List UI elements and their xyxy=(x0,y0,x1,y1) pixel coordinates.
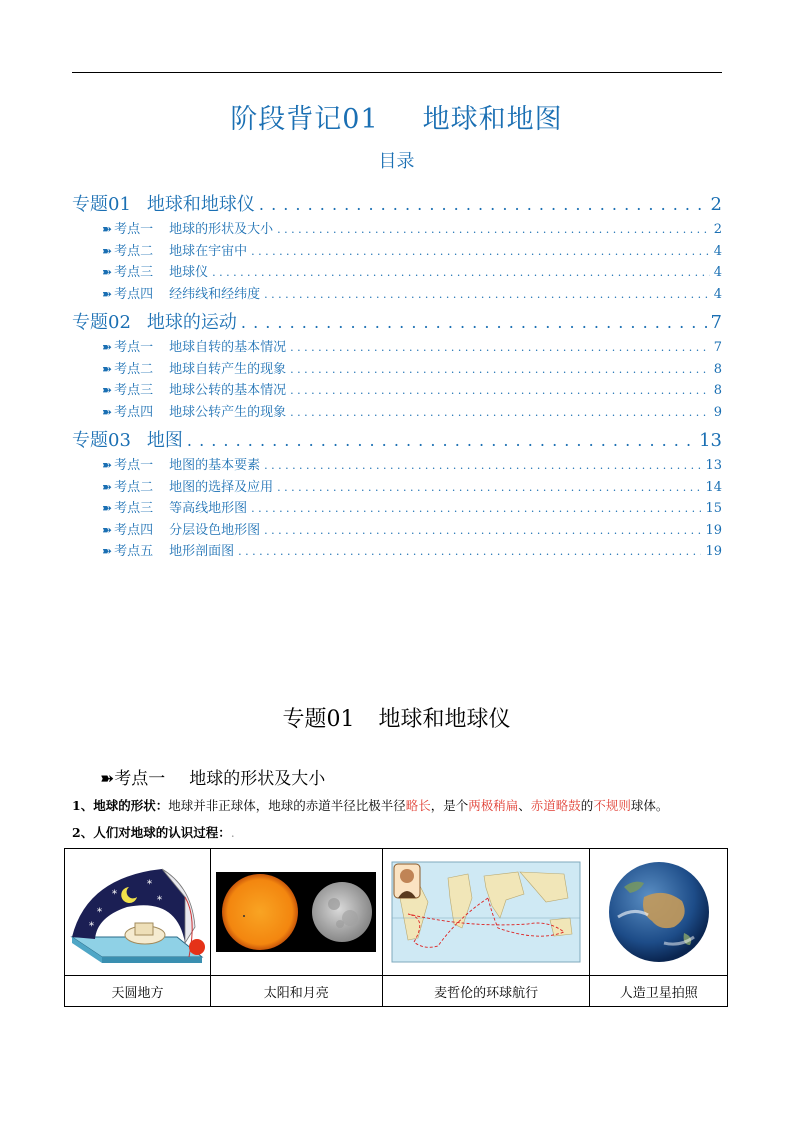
svg-text:*: * xyxy=(157,895,163,906)
caption-text: 太阳和月亮 xyxy=(263,985,329,1001)
paragraph-earth-shape xyxy=(72,796,668,814)
toc-item-num: 考点五 xyxy=(114,544,154,559)
kp-title: 地球的形状及大小 xyxy=(189,769,326,789)
toc-item-num: 考点一 xyxy=(114,340,154,355)
toc-item-num: 考点三 xyxy=(114,383,154,398)
toc-section-2[interactable] xyxy=(72,308,722,333)
toc-leader-dots xyxy=(277,223,710,236)
svg-text:*: * xyxy=(147,879,153,890)
toc-page-number: 2 xyxy=(710,194,722,215)
para-text: 的 xyxy=(580,798,594,813)
toc-item-label: 地球公转产生的现象 xyxy=(169,404,287,420)
image-cell xyxy=(210,849,382,976)
toc-item-label: 等高线地形图 xyxy=(169,501,248,516)
toc-page-number: 2 xyxy=(713,222,722,237)
para-text: 球体。 xyxy=(630,798,669,813)
toc-item-label: 地图的基本要素 xyxy=(169,458,261,473)
toc-item[interactable] xyxy=(72,283,722,305)
document-title-part1: 阶段背记01 xyxy=(230,104,379,135)
toc-item-num: 考点三 xyxy=(114,265,154,280)
image-cell xyxy=(590,849,728,976)
voyage-map-illustration xyxy=(388,858,584,966)
toc-item[interactable] xyxy=(72,240,722,262)
toc-item[interactable] xyxy=(72,497,722,519)
image-table xyxy=(64,848,728,1007)
toc-section-label: 地球和地球仪 xyxy=(146,194,255,215)
toc-page-number: 19 xyxy=(705,522,722,538)
toc-item-label: 地球自转产生的现象 xyxy=(169,361,287,377)
arrow-icon: ➽ xyxy=(102,340,113,354)
arrow-icon: ➽ xyxy=(102,544,113,558)
arrow-icon: ➽ xyxy=(102,286,113,301)
toc-page-number: 19 xyxy=(705,544,722,559)
toc-item[interactable] xyxy=(72,379,722,401)
toc-section-3[interactable] xyxy=(72,426,722,451)
toc-leader-dots xyxy=(290,363,710,376)
toc-leader-dots xyxy=(251,245,710,258)
toc-item[interactable] xyxy=(72,454,722,476)
image-caption xyxy=(65,976,211,1007)
toc-item[interactable] xyxy=(72,261,722,283)
toc-item-label: 分层设色地形图 xyxy=(169,522,261,538)
table-of-contents xyxy=(72,186,722,562)
toc-item-label: 地球自转的基本情况 xyxy=(169,340,287,355)
arrow-icon: ➽ xyxy=(102,361,113,376)
toc-leader-dots xyxy=(238,545,701,558)
arrow-icon: ➽ xyxy=(102,265,113,279)
image-caption xyxy=(210,976,382,1007)
sun-moon-illustration xyxy=(216,872,376,952)
paragraph-cognition-process xyxy=(72,823,235,841)
knowledge-point-heading xyxy=(100,764,325,789)
toc-item-label: 经纬线和经纬度 xyxy=(169,286,261,302)
toc-section-num: 专题01 xyxy=(72,194,131,215)
toc-page-number: 9 xyxy=(713,404,722,420)
toc-item[interactable] xyxy=(72,336,722,358)
highlight-text: 不规则 xyxy=(593,798,631,813)
toc-page-number: 4 xyxy=(713,286,722,302)
arrow-icon: ➽ xyxy=(102,404,113,419)
toc-page-number: 13 xyxy=(705,458,722,473)
toc-leader-dots xyxy=(290,406,710,419)
para-text: ，是个 xyxy=(430,798,469,813)
section-title xyxy=(0,702,793,733)
toc-leader-dots xyxy=(212,266,710,279)
toc-item-num: 考点二 xyxy=(114,361,154,377)
header-rule xyxy=(72,72,722,73)
toc-leader-dots xyxy=(264,459,701,472)
toc-item-num: 考点三 xyxy=(114,501,154,516)
toc-leader-dots xyxy=(264,288,710,301)
toc-page-number: 13 xyxy=(699,430,722,451)
toc-leader-dots xyxy=(251,502,701,515)
toc-item-num: 考点四 xyxy=(114,522,154,538)
arrow-icon: ➽ xyxy=(102,501,113,515)
highlight-text: 略长 xyxy=(405,798,431,813)
arrow-icon: ➽ xyxy=(102,522,113,537)
image-caption xyxy=(382,976,590,1007)
para-text: 地球并非正球体，地球的赤道半径比极半径 xyxy=(168,798,406,813)
toc-item-label: 地球的形状及大小 xyxy=(169,222,274,237)
toc-item-label: 地形剖面图 xyxy=(169,544,235,559)
earth-satellite-illustration xyxy=(604,857,714,967)
toc-item-label: 地球在宇宙中 xyxy=(169,243,248,259)
toc-section-num: 专题03 xyxy=(72,430,131,451)
toc-leader-dots xyxy=(277,481,701,494)
toc-page-number: 4 xyxy=(713,243,722,259)
para-text: 、 xyxy=(518,798,531,813)
toc-leader-dots xyxy=(290,384,710,397)
toc-section-label: 地球的运动 xyxy=(146,312,237,333)
toc-page-number: 14 xyxy=(705,479,722,495)
toc-section-1[interactable] xyxy=(72,190,722,215)
toc-page-number: 8 xyxy=(713,361,722,377)
para-text: . xyxy=(230,825,235,840)
toc-heading: 目录 xyxy=(378,151,415,172)
highlight-text: 两极稍扁 xyxy=(468,798,519,813)
sky-dome-illustration xyxy=(67,857,207,967)
toc-section-label: 地图 xyxy=(146,430,183,451)
toc-page-number: 8 xyxy=(713,383,722,398)
document-title-part2: 地球和地图 xyxy=(422,104,563,135)
arrow-icon: ➽ xyxy=(102,383,113,397)
toc-page-number: 7 xyxy=(710,312,722,333)
image-cell xyxy=(382,849,590,976)
toc-item[interactable] xyxy=(72,540,722,562)
svg-text:*: * xyxy=(112,889,118,900)
image-cell xyxy=(65,849,211,976)
toc-item-num: 考点四 xyxy=(114,404,154,420)
toc-leader-dots xyxy=(259,195,707,214)
svg-text:*: * xyxy=(89,921,95,932)
section-title-text: 地球和地球仪 xyxy=(378,707,511,732)
toc-page-number: 7 xyxy=(713,340,722,355)
para-lead: 2、人们对地球的认识过程： xyxy=(72,825,231,840)
highlight-text: 赤道略鼓 xyxy=(530,798,581,813)
toc-item-num: 考点四 xyxy=(114,286,154,302)
toc-item[interactable] xyxy=(72,519,722,541)
toc-item[interactable] xyxy=(72,476,722,498)
toc-item-num: 考点一 xyxy=(114,222,154,237)
arrow-icon: ➽ xyxy=(102,458,113,472)
toc-leader-dots xyxy=(241,313,707,332)
caption-text: 天圆地方 xyxy=(111,985,164,1001)
toc-item[interactable] xyxy=(72,218,722,240)
toc-page-number: 4 xyxy=(713,265,722,280)
document-title xyxy=(0,97,793,136)
caption-text: 麦哲伦的环球航行 xyxy=(434,985,539,1001)
toc-leader-dots xyxy=(290,341,710,354)
arrow-icon: ➽ xyxy=(102,222,113,236)
image-caption xyxy=(590,976,728,1007)
arrow-icon: ➽ xyxy=(102,243,113,258)
toc-item-num: 考点二 xyxy=(114,479,154,495)
toc-leader-dots xyxy=(187,431,695,450)
para-lead: 1、地球的形状： xyxy=(72,798,169,813)
toc-item-label: 地图的选择及应用 xyxy=(169,479,274,495)
toc-leader-dots xyxy=(264,524,701,537)
toc-item-label: 地球仪 xyxy=(169,265,209,280)
toc-page-number: 15 xyxy=(705,501,722,516)
section-num: 专题01 xyxy=(282,707,355,732)
caption-text: 人造卫星拍照 xyxy=(619,985,698,1001)
toc-item-label: 地球公转的基本情况 xyxy=(169,383,287,398)
toc-item-num: 考点一 xyxy=(114,458,154,473)
toc-item[interactable] xyxy=(72,401,722,423)
toc-section-num: 专题02 xyxy=(72,312,131,333)
toc-item[interactable] xyxy=(72,358,722,380)
toc-item-num: 考点二 xyxy=(114,243,154,259)
svg-text:*: * xyxy=(97,907,103,918)
arrow-icon: ➽ xyxy=(102,479,113,494)
arrow-icon: ➽ xyxy=(100,769,115,789)
kp-num: 考点一 xyxy=(114,769,166,789)
